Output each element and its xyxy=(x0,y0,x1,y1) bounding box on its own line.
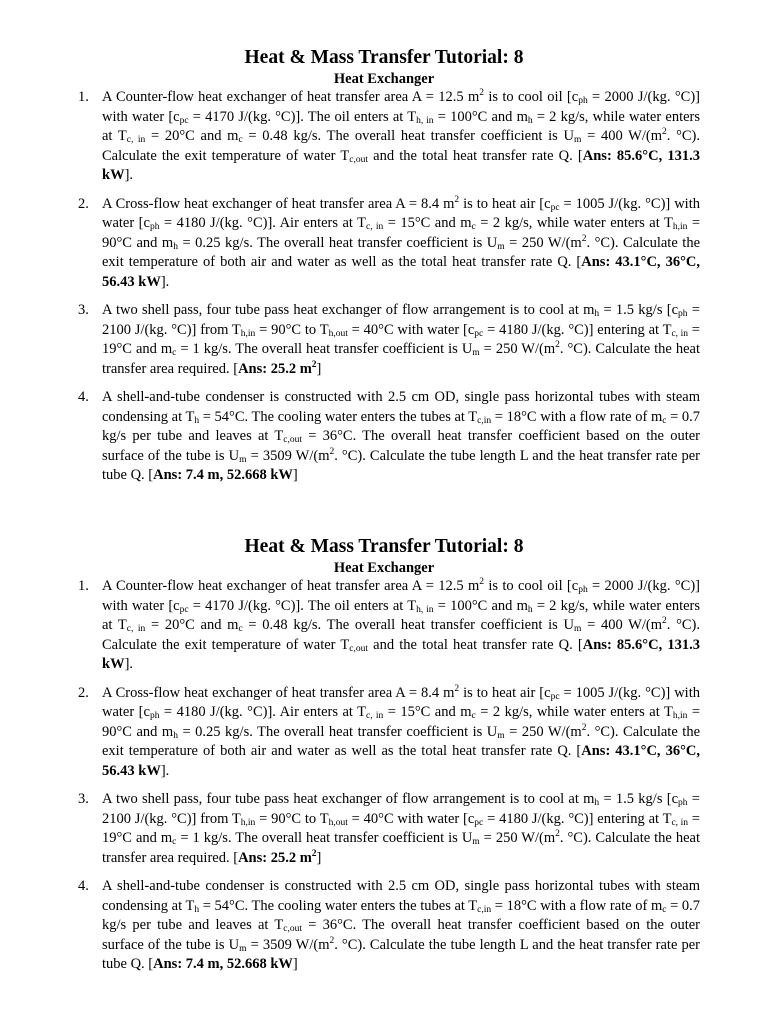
problem-number: 1. xyxy=(78,89,89,105)
page-title: Heat & Mass Transfer Tutorial: 8 xyxy=(244,536,524,557)
problem-number: 3. xyxy=(78,791,89,807)
problem-list xyxy=(0,577,768,975)
answer: Ans: 43.1°C, 36°C, 56.43 kW xyxy=(102,743,700,779)
tutorial-sheet-copy-1 xyxy=(0,46,768,495)
answer: Ans: 7.4 m, 52.668 kW xyxy=(153,956,293,972)
problem-number: 4. xyxy=(78,389,89,405)
page-subtitle: Heat Exchanger xyxy=(333,71,435,87)
problem-1: 1. A Counter-flow heat exchanger of heat transfer area A = 12.5 $m^2$ is to cool oil [$c_{ph} = 2000$ J/(kg. °C)] with water [$c_{pc} = 4170$ J/(kg. °C)]. The oil enters at $T_{h, in} = 100^\circ C$ and $m_h = 2$ kg/s, while water enters at $T_{c, in} = 20^\circ C$ and $m_c = 0.48$ kg/s. The overall heat transfer coefficient is $U_m = 400$ $W/(m^2$. °C). Calculate the exit temperature of water $T_{c,out}$ and the total heat transfer rate Q. [Ans: 85.6°C, 131.3 kW]. xyxy=(78,577,701,672)
tutorial-sheet-copy-2 xyxy=(0,535,768,984)
problem-3: 3. A two shell pass, four tube pass heat exchanger of flow arrangement is to cool at $m_h = 1.5$ kg/s [$c_{ph} = 2100$ J/(kg. °C)] from $T_{h,in} = 90^\circ C$ to $T_{h,out} = 40^\circ C$ with water [$c_{pc} = 4180$ J/(kg. °C)] entering at $T_{c, in} = 19^\circ C$ and $m_c = 1$ kg/s. The overall heat transfer coefficient is $U_m = 250$ $W/(m^2$. °C). Calculate the heat transfer area required. [Ans: 25.2 $m^2$] xyxy=(78,302,700,377)
answer: Ans: 25.2 $m^2$ xyxy=(238,848,317,866)
problem-number: 2. xyxy=(78,195,89,212)
problem-number: 3. xyxy=(78,302,89,318)
answer: Ans: 7.4 m, 52.668 kW xyxy=(153,467,293,483)
problem-number: 4. xyxy=(78,878,89,894)
answer: Ans: 85.6°C, 131.3 kW xyxy=(102,147,700,183)
problem-3: 3. A two shell pass, four tube pass heat exchanger of flow arrangement is to cool at $m_h = 1.5$ kg/s [$c_{ph} = 2100$ J/(kg. °C)] from $T_{h,in} = 90^\circ C$ to $T_{h,out} = 40^\circ C$ with water [$c_{pc} = 4180$ J/(kg. °C)] entering at $T_{c, in} = 19^\circ C$ and $m_c = 1$ kg/s. The overall heat transfer coefficient is $U_m = 250$ $W/(m^2$. °C). Calculate the heat transfer area required. [Ans: 25.2 $m^2$] xyxy=(78,791,700,866)
answer: Ans: 85.6°C, 131.3 kW xyxy=(102,636,700,672)
problem-1: 1. A Counter-flow heat exchanger of heat transfer area A = 12.5 $m^2$ is to cool oil [$c_{ph} = 2000$ J/(kg. °C)] with water [$c_{pc} = 4170$ J/(kg. °C)]. The oil enters at $T_{h, in} = 100^\circ C$ and $m_h = 2$ kg/s, while water enters at $T_{c, in} = 20^\circ C$ and $m_c = 0.48$ kg/s. The overall heat transfer coefficient is $U_m = 400$ $W/(m^2$. °C). Calculate the exit temperature of water $T_{c,out}$ and the total heat transfer rate Q. [Ans: 85.6°C, 131.3 kW]. xyxy=(78,88,701,183)
problem-4: 4. A shell-and-tube condenser is constructed with 2.5 cm OD, single pass horizontal tubes with steam condensing at $T_h = 54^\circ C$. The cooling water enters the tubes at $T_{c,in} = 18^\circ C$ with a flow rate of $m_c = 0.7$ kg/s per tube and leaves at $T_{c,out} = 36^\circ C$. The overall heat transfer coefficient based on the outer surface of the tube is $U_m = 3509$ $W/(m^2$. °C). Calculate the tube length L and the heat transfer rate per tube Q. [Ans: 7.4 m, 52.668 kW] xyxy=(78,878,700,972)
answer: Ans: 43.1°C, 36°C, 56.43 kW xyxy=(102,254,700,290)
answer: Ans: 25.2 $m^2$ xyxy=(238,359,317,377)
problem-2: 2. A Cross-flow heat exchanger of heat transfer area A = 8.4 $m^2$ is to heat air [$c_{pc} = 1005$ J/(kg. °C)] with water [$c_{ph} = 4180$ J/(kg. °C)]. Air enters at $T_{c, in} = 15^\circ C$ and $m_c = 2$ kg/s, while water enters at $T_{h,in} = 90^\circ C$ and $m_h = 0.25$ kg/s. The overall heat transfer coefficient is $U_m = 250$ $W/(m^2$. °C). Calculate the exit temperature of both air and water as well as the total heat transfer rate Q. [Ans: 43.1°C, 36°C, 56.43 kW]. xyxy=(78,194,701,290)
page-subtitle: Heat Exchanger xyxy=(333,560,435,576)
page-title: Heat & Mass Transfer Tutorial: 8 xyxy=(244,47,524,68)
problem-list xyxy=(0,88,768,486)
problem-2: 2. A Cross-flow heat exchanger of heat transfer area A = 8.4 $m^2$ is to heat air [$c_{pc} = 1005$ J/(kg. °C)] with water [$c_{ph} = 4180$ J/(kg. °C)]. Air enters at $T_{c, in} = 15^\circ C$ and $m_c = 2$ kg/s, while water enters at $T_{h,in} = 90^\circ C$ and $m_h = 0.25$ kg/s. The overall heat transfer coefficient is $U_m = 250$ $W/(m^2$. °C). Calculate the exit temperature of both air and water as well as the total heat transfer rate Q. [Ans: 43.1°C, 36°C, 56.43 kW]. xyxy=(78,683,701,779)
problem-number: 1. xyxy=(78,578,89,594)
problem-4: 4. A shell-and-tube condenser is constructed with 2.5 cm OD, single pass horizontal tubes with steam condensing at $T_h = 54^\circ C$. The cooling water enters the tubes at $T_{c,in} = 18^\circ C$ with a flow rate of $m_c = 0.7$ kg/s per tube and leaves at $T_{c,out} = 36^\circ C$. The overall heat transfer coefficient based on the outer surface of the tube is $U_m = 3509$ $W/(m^2$. °C). Calculate the tube length L and the heat transfer rate per tube Q. [Ans: 7.4 m, 52.668 kW] xyxy=(78,389,700,483)
problem-number: 2. xyxy=(78,684,89,701)
